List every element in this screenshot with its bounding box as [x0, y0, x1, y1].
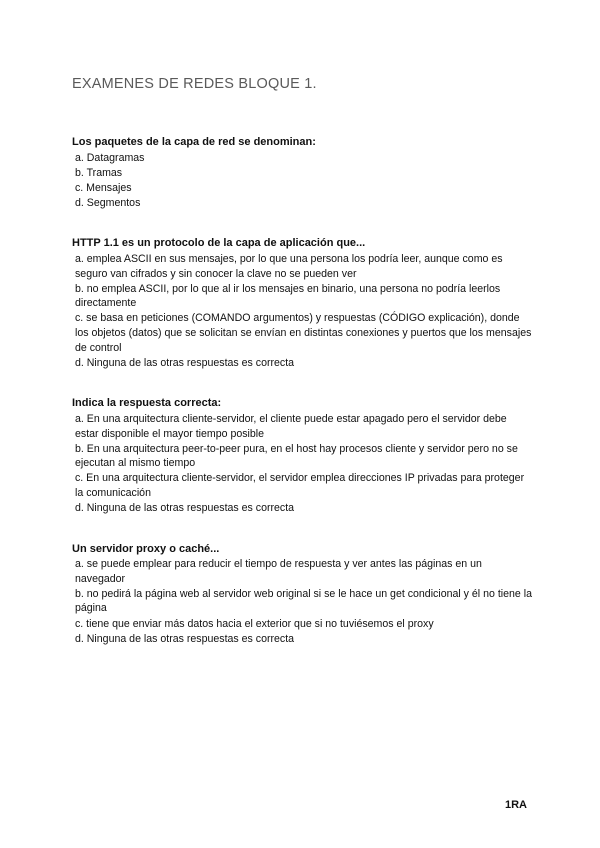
answer-option-b: b. En una arquitectura peer-to-peer pura, en el host hay procesos cliente y servidor pero no se ejecutan al mismo tiempo: [75, 442, 518, 470]
answer-option-c: c. Mensajes: [75, 181, 132, 194]
question-1: [72, 135, 532, 210]
answer-option-b: b. no emplea ASCII, por lo que al ir los mensajes en binario, una persona no podría leerlos directamente: [75, 282, 501, 310]
question-list: [72, 135, 532, 672]
answer-option-d: d. Ninguna de las otras respuestas es correcta: [75, 356, 295, 369]
answer-option-d: d. Segmentos: [75, 196, 141, 209]
answer-option-a: a. se puede emplear para reducir el tiempo de respuesta y ver antes las páginas en un navegador: [75, 558, 482, 585]
page-number: 1RA: [505, 799, 528, 811]
answer-option-a: a. Datagramas: [75, 151, 145, 164]
answer-option-a: a. En una arquitectura cliente-servidor, el cliente puede estar apagado pero el servidor debe estar disponible el mayor tiempo posible: [75, 412, 507, 440]
answer-option-c: c. En una arquitectura cliente-servidor, el servidor emplea direcciones IP privadas para proteger la comunicación: [75, 472, 525, 499]
answer-option-c: c. tiene que enviar más datos hacia el exterior que si no tuviésemos el proxy: [75, 617, 434, 630]
answer-option-b: b. Tramas: [75, 166, 123, 179]
page-title: EXAMENES DE REDES BLOQUE 1.: [72, 76, 317, 92]
question-text: HTTP 1.1 es un protocolo de la capa de aplicación que...: [72, 237, 366, 250]
answer-option-d: d. Ninguna de las otras respuestas es correcta: [75, 501, 295, 514]
question-text: Los paquetes de la capa de red se denominan:: [72, 136, 316, 148]
answer-option-d: d. Ninguna de las otras respuestas es correcta: [75, 632, 295, 645]
question-text: Un servidor proxy o caché...: [72, 542, 220, 555]
answer-option-c: c. se basa en peticiones (COMANDO argumentos) y respuestas (CÓDIGO explicación), donde los objetos (datos) que se solicitan se envían en distintas conexiones y puertos que los mensajes de control: [75, 312, 532, 354]
question-3: [72, 396, 532, 515]
question-text: Indica la respuesta correcta:: [72, 397, 222, 410]
answer-option-b: b. no pedirá la página web al servidor web original si se le hace un get condicional y él no tiene la página: [75, 587, 532, 615]
question-2: [72, 236, 532, 370]
question-4: [72, 542, 532, 647]
answer-option-a: a. emplea ASCII en sus mensajes, por lo que una persona los podría leer, aunque como es seguro van cifrados y sin conocer la clave no se pueden ver: [75, 253, 503, 280]
